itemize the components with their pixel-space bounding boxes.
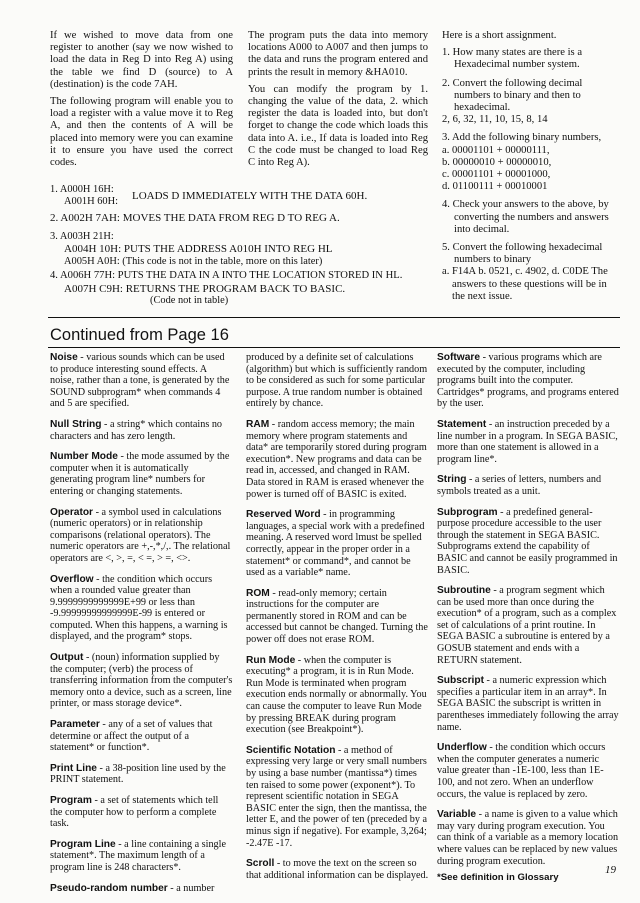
glossary-definition: - a line containing a single statement*. The maximum length of a program line is 248 characters*. — [50, 838, 227, 873]
glossary-term: Operator — [50, 506, 94, 518]
glossary-definition: - a string* which contains no characters and has zero length. — [50, 418, 223, 442]
list-item: b. 00000010 + 00000010, — [442, 156, 552, 168]
assembly-line: 2. A002H 7AH: MOVES THE DATA FROM REG D TO REG A. — [50, 212, 340, 224]
glossary-entry — [50, 795, 233, 830]
glossary-entry — [50, 883, 233, 895]
paragraph: If we wished to move data from one register to another (say we now wished to load the data in Reg D into Reg A) using the table we find D (source) to A (destination) is the code 7AH. — [50, 30, 233, 90]
glossary-entry — [437, 352, 620, 410]
glossary-term: Program Line — [50, 838, 116, 850]
assembly-line: 4. A006H 77H: PUTS THE DATA IN A INTO THE LOCATION STORED IN HL. — [50, 270, 403, 281]
glossary-entry — [437, 507, 620, 577]
glossary-entry — [50, 352, 233, 410]
glossary-entry — [437, 419, 620, 465]
glossary-definition: - when the computer is executing* a program, it is in Run Mode. Run Mode is terminated when program execution ends normally or abnormally. You can cause the computer to leave Run Mode by pressing BREAK during program execution (see Breakpoint*). — [246, 654, 427, 736]
glossary-definition: - a set of statements which tell the computer how to perform a complete task. — [50, 795, 219, 830]
top-middle-column — [248, 30, 428, 174]
glossary-entry — [246, 419, 429, 500]
glossary-term: Parameter — [50, 719, 100, 731]
glossary-entry — [50, 839, 233, 874]
list-item: a. F14A b. 0521, c. 4902, d. C0DE The answers to these questions will be in the next issue. — [442, 266, 608, 302]
glossary-term: String — [437, 474, 467, 486]
glossary-term: Software — [437, 352, 481, 363]
glossary-entry — [246, 509, 429, 579]
glossary-definition: - a program segment which can be used more than once during the execution* of a program, such as a complex set of calculations of a print routine. In SEGA BASIC a subroutine is entered by a GOSUB statement and ends with a RETURN statement. — [437, 585, 617, 666]
glossary-entry — [50, 451, 233, 497]
glossary-definition: - various programs which are executed by the computer, including programs built into the computer. Cartridges* programs, and programs entered by the user. — [437, 352, 619, 410]
glossary-entry — [437, 675, 620, 733]
list-item: 1. How many states are there is a Hexadecimal number system. — [442, 47, 583, 71]
glossary-column-1 — [50, 352, 233, 903]
glossary-definition: - a series of letters, numbers and symbols treated as a unit. — [437, 474, 602, 497]
glossary-definition: - read-only memory; certain instructions for the computer are permanently stored in ROM and can be accessed but cannot be changed. Turning the power off does not erase ROM. — [246, 587, 428, 646]
glossary-entry — [437, 585, 620, 666]
glossary-definition: - a 38-position line used by the PRINT statement. — [50, 762, 226, 786]
glossary-entry — [437, 809, 620, 867]
glossary-entry — [246, 655, 429, 736]
glossary-term: Scientific Notation — [246, 744, 336, 756]
list-item: a. 00001101 + 00000111, — [442, 144, 550, 156]
list-item: d. 01100111 + 00010001 — [442, 181, 548, 193]
glossary-definition: produced by a definite set of calculations (algorithm) but which is sufficiently random to be considered as such for some particular purpose. A true random number is obtained entirely by chance. — [246, 352, 428, 410]
glossary-definition: - a predefined general-purpose procedure accessible to the user through the statement in SEGA BASIC. Subprograms extend the capability of BASIC and cannot be easily programmed in BASIC. — [437, 506, 618, 576]
glossary-term: Subroutine — [437, 585, 491, 597]
assembly-line: LOADS D IMMEDIATELY WITH THE DATA 60H. — [132, 190, 368, 202]
glossary-term: Run Mode — [246, 654, 296, 666]
assignment-intro: Here is a short assignment. — [442, 30, 557, 41]
assembly-line: 3. A003H 21H: — [50, 231, 114, 242]
glossary-definition: - a name is given to a value which may vary during program execution. You can think of a variable as a memory location where values can be replaced by new values during program execution. — [437, 809, 619, 867]
glossary-definition: - (noun) information supplied by the computer; (verb) the process of transferring information from the computer's memory onto a device, such as a screen, line printer, or mass storage device*. — [50, 652, 233, 710]
glossary-term: Reserved Word — [246, 509, 321, 521]
top-left-column — [50, 30, 233, 174]
glossary-entry — [50, 507, 233, 565]
glossary-definition: - the mode assumed by the computer when it is automatically generating program line* numbers for entering or changing statements. — [50, 451, 230, 497]
glossary-definition: - an instruction preceded by a line number in a program. In SEGA BASIC, more than one statement is allowed in a program line*. — [437, 418, 618, 465]
glossary-term: Noise — [50, 352, 78, 363]
list-item: 2. Convert the following decimal numbers to binary and then to hexadecimal. — [442, 77, 583, 114]
glossary-column-2 — [246, 352, 429, 890]
glossary-definition: - a number — [167, 882, 215, 894]
glossary-definition: - any of a set of values that determine or affect the output of a statement* or function*. — [50, 719, 213, 754]
glossary-entry — [246, 588, 429, 646]
section-divider — [48, 317, 620, 318]
assignment-list — [442, 47, 620, 144]
glossary-term: Print Line — [50, 762, 97, 774]
glossary-term: Overflow — [50, 573, 94, 585]
list-item: 5. Convert the following hexadecimal numbers to binary — [442, 242, 603, 266]
glossary-definition: - various sounds which can be used to produce interesting sound effects. A noise, rather than a tone, is generated by the SOUND subprogram* when commands 4 and 5 are specified. — [50, 352, 230, 410]
glossary-term: Underflow — [437, 742, 487, 754]
glossary-definition: - a method of expressing very large or very small numbers by using a base number (mantissa*) times ten raised to some power (exponent*). To represent scientific notation in SEGA BASIC enter the sign, then the mantissa, the letter E, and the power of ten (preceded by a minus sign if negative). For example, 3,264; -2.47E -17. — [246, 744, 428, 849]
glossary-definition: - to move the text on the screen so that additional information can be displayed. — [246, 858, 429, 881]
assembly-line: A001H 60H: — [64, 196, 118, 207]
assembly-line: 1. A000H 16H: — [50, 184, 114, 195]
assembly-line: A004H 10H: PUTS THE ADDRESS A010H INTO REG HL — [64, 243, 333, 255]
glossary-entry — [437, 474, 620, 497]
glossary-entry — [50, 763, 233, 786]
glossary-entry — [246, 352, 429, 410]
glossary-term: Program — [50, 795, 92, 806]
binary-list — [442, 145, 620, 194]
glossary-term: ROM — [246, 587, 270, 599]
assignment-column — [442, 30, 620, 309]
glossary-definition: - the condition which occurs when a rounded value greater than 9.9999999999999E+99 or less than -9.99999999999999E-99 is entered or computed. When this happens, a warning is displayed, and the program* stops. — [50, 573, 228, 643]
glossary-entry — [50, 419, 233, 442]
list-item: 3. Add the following binary numbers, — [442, 132, 602, 144]
assembly-line: A007H C9H: RETURNS THE PROGRAM BACK TO BASIC. — [64, 283, 346, 295]
list-item: 4. Check your answers to the above, by converting the numbers and answers into decimal. — [442, 199, 609, 235]
paragraph: The program puts the data into memory locations A000 to A007 and then jumps to the data and runs the program entered and prints the result in memory &HA010. — [248, 30, 428, 78]
list-item: 2, 6, 32, 11, 10, 15, 8, 14 — [442, 114, 548, 126]
list-item: c. 00001101 + 00001000, — [442, 169, 551, 181]
glossary-definition: - in programming languages, a special work with a predefined meaning. A reserved word lmust be spelled correctly, appear in the proper order in a statement* or command*, and cannot be used as a variable* name. — [246, 509, 425, 579]
glossary-entry — [246, 858, 429, 881]
paragraph: The following program will enable you to load a register with a value move it to Reg A, and then the contents of A will be placed into memory were you can examine it to ensure you have used the correct codes. — [50, 96, 233, 169]
glossary-entry — [50, 652, 233, 710]
assembly-line: A005H A0H: (This code is not in the table, more on this later) — [64, 256, 323, 267]
glossary-entry — [246, 745, 429, 849]
section-divider — [48, 347, 620, 348]
glossary-term: RAM — [246, 418, 270, 430]
assignment-list-cont — [442, 199, 620, 303]
glossary-column-3 — [437, 352, 620, 893]
glossary-term: Variable — [437, 809, 477, 821]
glossary-term: Number Mode — [50, 451, 118, 463]
paragraph: You can modify the program by 1. changing the value of the data, 2. which register the data is loaded into, but don't forget to change the code which loads this data into A. i.e., If data is loaded into Reg C the code must be changed to load Reg C into Reg A). — [248, 83, 428, 169]
glossary-entry — [50, 574, 233, 644]
glossary-definition: - random access memory; the main memory where program statements and data* are temporarily stored during program execution*. New programs and data can be read in, accessed, and changed in RAM. Data stored in RAM is erased whenever the power is turned off of BASIC is exited. — [246, 418, 427, 500]
glossary-definition: - the condition which occurs when the computer generates a numeric value greater than -1E-100, less than 1E-100, and not zero. When an underflow occurs, the value is replaced by zero. — [437, 742, 606, 800]
glossary-term: Subscript — [437, 675, 484, 687]
glossary-term: Scroll — [246, 858, 275, 870]
glossary-definition: - a symbol used in calculations (numeric operators) or in relationship comparisons (relational operators). The numeric operators are +,-,*,/,. The relational operators are <, >, =, < =, > =, <>. — [50, 506, 231, 564]
glossary-definition: - a numeric expression which specifies a particular item in an array*. In SEGA BASIC the subscript is written in parentheses immediately following the array name. — [437, 675, 619, 733]
glossary-entry — [437, 742, 620, 800]
glossary-entry — [50, 719, 233, 754]
glossary-term: Null String — [50, 418, 102, 430]
glossary-term: Output — [50, 652, 84, 664]
assembly-line: (Code not in table) — [150, 295, 229, 306]
glossary-footnote: *See definition in Glossary — [437, 872, 559, 884]
section-heading: Continued from Page 16 — [50, 326, 229, 344]
glossary-term: Subprogram — [437, 506, 498, 518]
glossary-term: Pseudo-random number — [50, 882, 168, 894]
glossary-term: Statement — [437, 418, 487, 430]
page-number: 19 — [605, 864, 616, 876]
